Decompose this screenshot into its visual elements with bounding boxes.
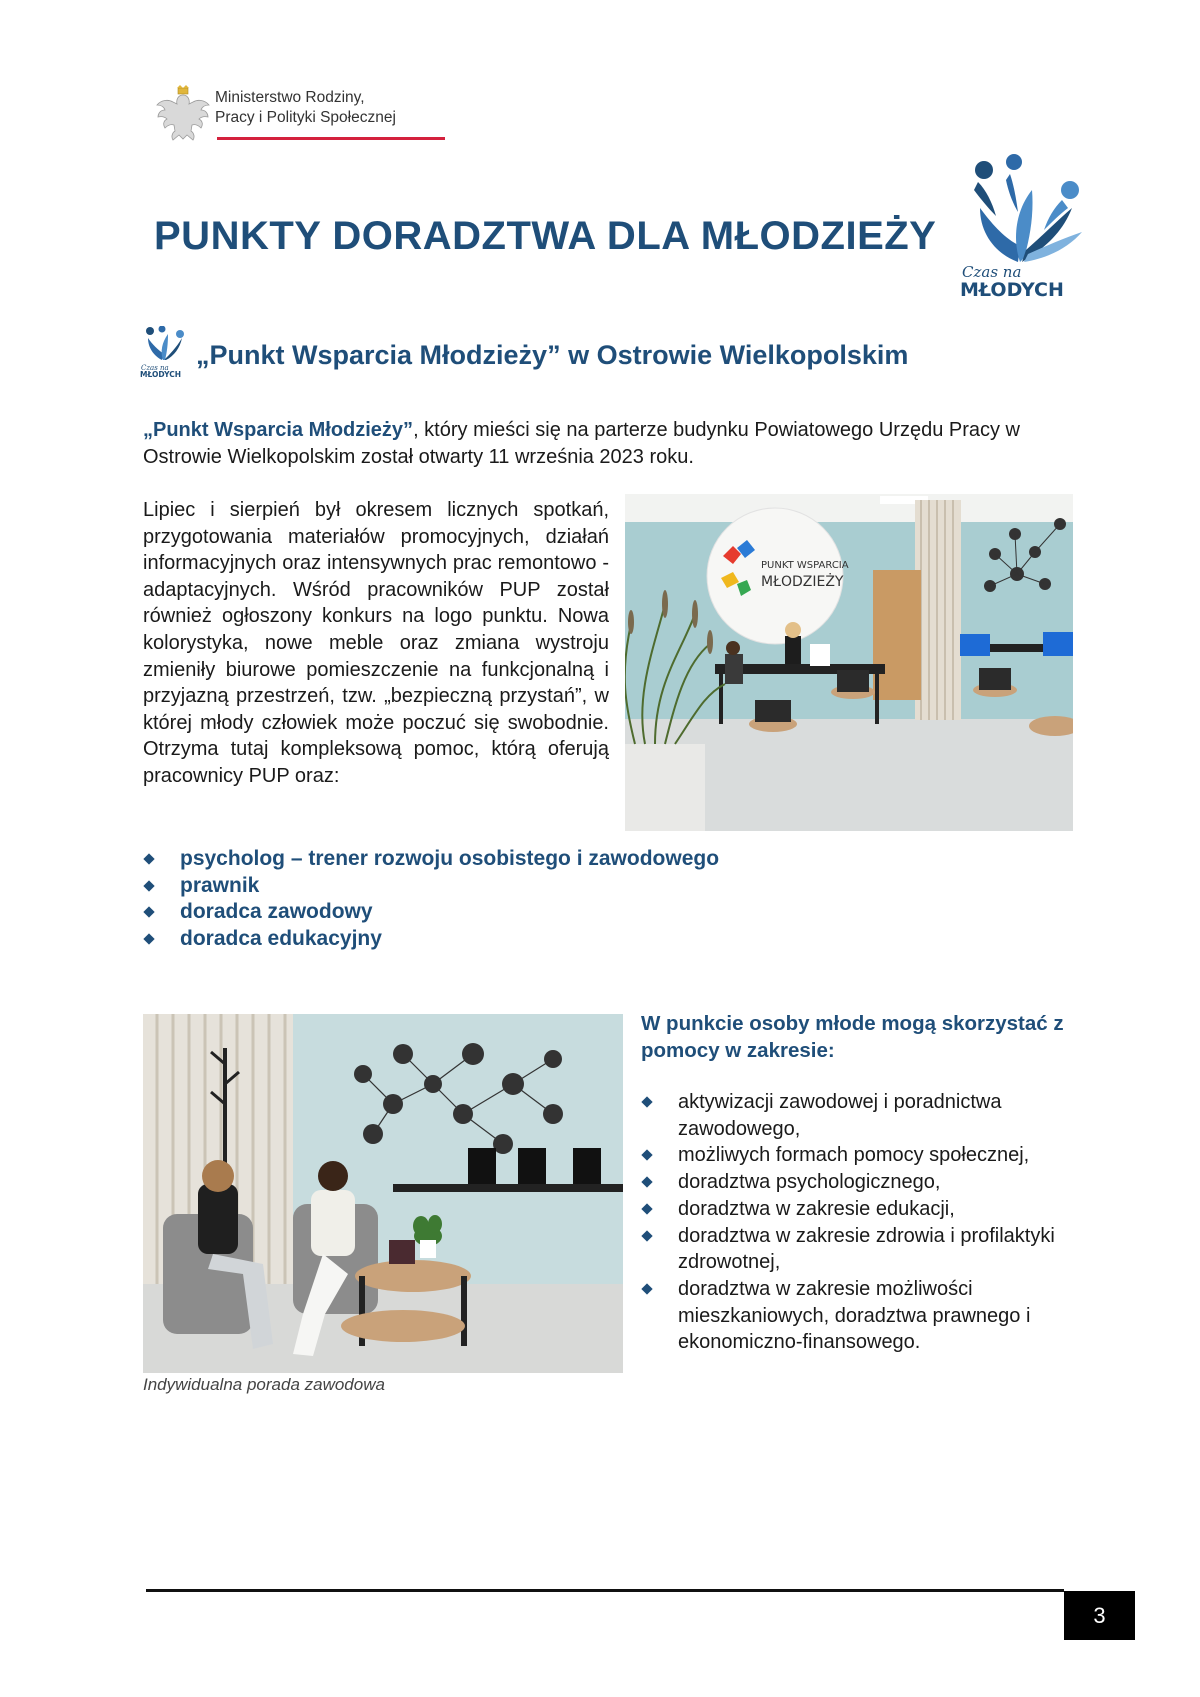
ministry-name-line2: Pracy i Polityki Społecznej bbox=[215, 109, 396, 126]
svg-text:MŁODYCH: MŁODYCH bbox=[140, 370, 182, 378]
ministry-logo bbox=[155, 85, 445, 145]
ministry-red-underline bbox=[217, 137, 445, 140]
list-item bbox=[641, 1223, 1081, 1276]
list-item bbox=[641, 1196, 1081, 1223]
help-heading: W punkcie osoby młode mogą skorzystać z pomocy w zakresie: bbox=[641, 1012, 1064, 1062]
list-item bbox=[641, 1169, 1081, 1196]
svg-text:MŁODZIEŻY: MŁODZIEŻY bbox=[761, 574, 844, 590]
list-item-text: doradztwa w zakresie możliwości mieszkaniowych, doradztwa prawnego i ekonomiczno-finansowego. bbox=[678, 1277, 1031, 1354]
bullet-icon bbox=[143, 907, 154, 918]
footer-rule bbox=[146, 1589, 1064, 1592]
bullet-icon bbox=[641, 1203, 652, 1214]
bullet-icon bbox=[641, 1176, 652, 1187]
list-item bbox=[143, 899, 843, 926]
page-number: 3 bbox=[1064, 1591, 1135, 1640]
czas-na-mlodych-small-icon bbox=[140, 326, 188, 378]
bullet-icon bbox=[641, 1096, 652, 1107]
ministry-name bbox=[215, 88, 396, 128]
bullet-icon bbox=[143, 880, 154, 891]
czas-na-mlodych-logo bbox=[958, 150, 1090, 300]
page-title: PUNKTY DORADZTWA DLA MŁODZIEŻY bbox=[154, 214, 937, 258]
list-item-text: doradca zawodowy bbox=[180, 900, 373, 924]
roles-list bbox=[143, 846, 843, 953]
list-item-text: psycholog – trener rozwoju osobistego i zawodowego bbox=[180, 847, 720, 870]
bullet-icon bbox=[641, 1230, 652, 1241]
bullet-icon bbox=[641, 1150, 652, 1161]
intro-paragraph bbox=[143, 417, 1078, 471]
list-item-text: możliwych formach pomocy społecznej, bbox=[678, 1144, 1030, 1167]
bullet-icon bbox=[143, 933, 154, 944]
list-item-text: doradca edukacyjny bbox=[180, 927, 382, 951]
list-item-text: aktywizacji zawodowej i poradnictwa zawodowego, bbox=[678, 1091, 1002, 1140]
intro-strong-name: „Punkt Wsparcia Młodzieży” bbox=[143, 419, 414, 441]
ministry-name-line1: Ministerstwo Rodziny, bbox=[215, 89, 365, 106]
svg-text:Czas na: Czas na bbox=[962, 263, 1022, 281]
list-item bbox=[143, 926, 843, 953]
intro-rest: , który mieści się na parterze budynku Powiatowego Urzędu Pracy w Ostrowie Wielkopolskim został otwarty 11 września 2023 roku. bbox=[143, 419, 1020, 468]
eagle-emblem-icon bbox=[155, 85, 211, 143]
list-item-text: doradztwa w zakresie edukacji, bbox=[678, 1197, 955, 1220]
list-item-text: doradztwa psychologicznego, bbox=[678, 1171, 941, 1194]
svg-text:PUNKT WSPARCIA: PUNKT WSPARCIA bbox=[761, 560, 849, 571]
photo-caption: Indywidualna porada zawodowa bbox=[143, 1375, 385, 1394]
body-paragraph: Lipiec i sierpień był okresem licznych spotkań, przygotowania materiałów promocyjnych, działań informacyjnych oraz intensywnych prac remontowo - adaptacyjnych. Wśród pracowników PUP został również ogłoszony konkurs na logo punktu. Nowa kolorystyka, nowe meble oraz zmiana wystroju zmieniły biurowe pomieszczenie na funkcjonalną i przyjazną przestrzeń, tzw. „bezpieczną przystań”, w której młody człowiek może poczuć się swobodnie. Otrzyma tutaj kompleksową pomoc, którą oferują pracownicy PUP oraz: bbox=[143, 499, 609, 787]
counselling-photo bbox=[143, 1014, 623, 1373]
help-list bbox=[641, 1089, 1081, 1356]
svg-text:MŁODYCH: MŁODYCH bbox=[960, 279, 1064, 300]
bullet-icon bbox=[641, 1283, 652, 1294]
list-item bbox=[641, 1142, 1081, 1169]
section-title: „Punkt Wsparcia Młodzieży” w Ostrowie Wielkopolskim bbox=[196, 340, 909, 370]
list-item-text: prawnik bbox=[180, 873, 260, 897]
list-item-text: doradztwa w zakresie zdrowia i profilaktyki zdrowotnej, bbox=[678, 1224, 1055, 1274]
office-photo bbox=[625, 494, 1073, 831]
list-item bbox=[143, 873, 843, 900]
bullet-icon bbox=[143, 853, 154, 864]
list-item bbox=[143, 846, 843, 873]
list-item bbox=[641, 1276, 1081, 1356]
svg-text:Czas na: Czas na bbox=[141, 364, 169, 372]
list-item bbox=[641, 1089, 1081, 1142]
